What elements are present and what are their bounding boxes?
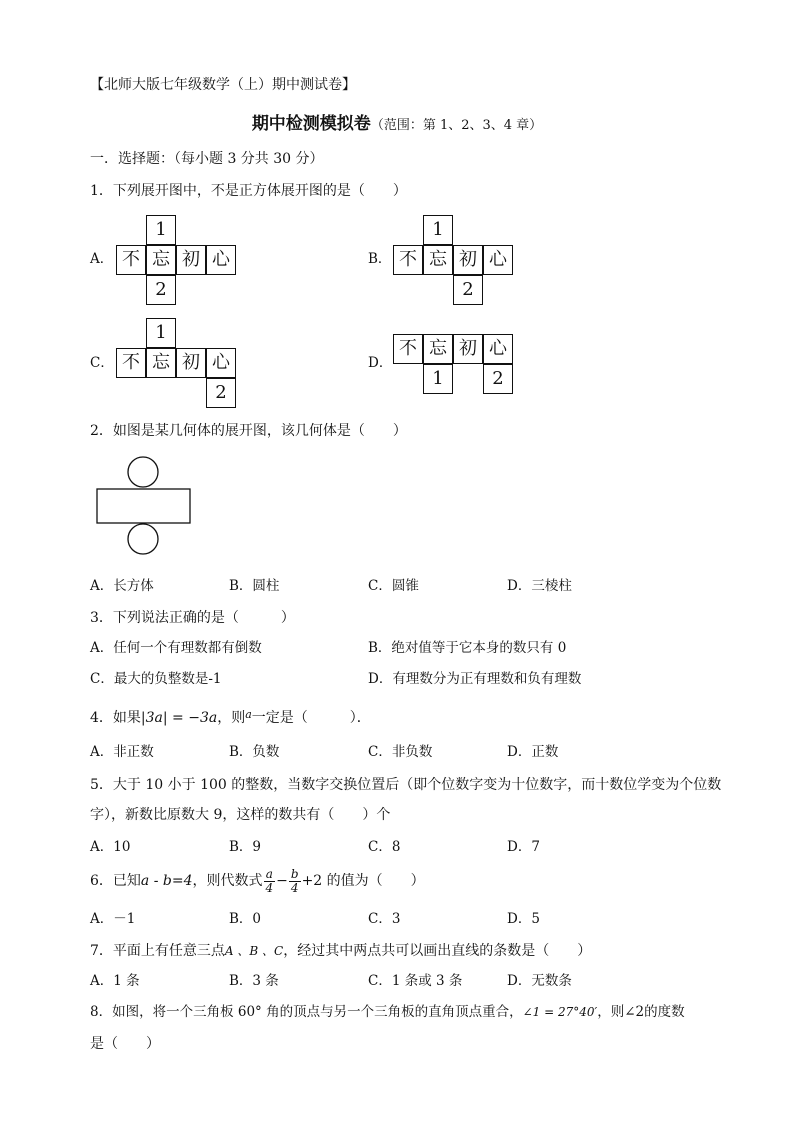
q1-stem: 1．下列展开图中，不是正方体展开图的是（ ） xyxy=(90,183,407,199)
lateral-rectangle xyxy=(97,489,190,523)
q2-option-b: B．圆柱 xyxy=(229,578,280,594)
net-cell: 1 xyxy=(423,215,453,245)
net-cell: 忘 xyxy=(146,348,176,378)
net-cell: 1 xyxy=(146,318,176,348)
q2-option-d: D．三棱柱 xyxy=(507,578,572,594)
q6-frac2-den: 4 xyxy=(290,880,299,895)
net-cell: 心 xyxy=(483,245,513,275)
q7-post: ，经过其中两点共可以画出直线的条数是（ ） xyxy=(283,943,592,959)
q6-fraction-a xyxy=(264,868,276,894)
q5-option-c: C．8 xyxy=(368,839,401,855)
q7-option-d: D．无数条 xyxy=(507,973,572,989)
page-title xyxy=(0,116,794,133)
q3-option-d: D．有理数分为正有理数和负有理数 xyxy=(368,671,582,687)
net-cell: 不 xyxy=(116,245,146,275)
q3-option-c: C．最大的负整数是-1 xyxy=(90,671,222,687)
q2-option-c: C．圆锥 xyxy=(368,578,419,594)
q1-label-c: C． xyxy=(90,355,114,371)
q6-stem xyxy=(90,866,425,896)
q1-label-a: A． xyxy=(90,251,114,267)
q4-stem xyxy=(90,709,371,725)
q7-pre: 7．平面上有任意三点 xyxy=(90,943,225,959)
q4-var: a xyxy=(245,708,252,721)
q6-option-c: C．3 xyxy=(368,911,401,927)
q7-option-c: C．1 条或 3 条 xyxy=(368,973,463,989)
q6-condition: a - b=4 xyxy=(140,873,193,889)
q6-frac1-num: a xyxy=(264,868,276,882)
q4-post: 一定是（ ）． xyxy=(251,710,371,726)
net-cell: 2 xyxy=(453,275,483,305)
q3-option-b: B．绝对值等于它本身的数只有 0 xyxy=(368,640,567,656)
net-cell: 不 xyxy=(116,348,146,378)
q6-minus: − xyxy=(276,873,288,889)
q4-option-c: C．非负数 xyxy=(368,744,433,760)
title-main: 期中检测模拟卷 xyxy=(251,114,371,134)
q3-option-a: A．任何一个有理数都有倒数 xyxy=(90,640,262,656)
net-cell: 心 xyxy=(206,245,236,275)
cylinder-net-figure xyxy=(94,454,194,556)
net-cell: 初 xyxy=(453,334,483,364)
q1-label-d: D． xyxy=(368,355,393,371)
q6-post: +2 的值为（ ） xyxy=(301,873,425,889)
net-cell: 初 xyxy=(176,245,206,275)
q7-option-a: A．1 条 xyxy=(90,973,140,989)
net-cell: 2 xyxy=(483,364,513,394)
net-cell: 1 xyxy=(423,364,453,394)
net-cell: 不 xyxy=(393,334,423,364)
net-cell: 初 xyxy=(176,348,206,378)
net-cell: 2 xyxy=(146,275,176,305)
q7-option-b: B．3 条 xyxy=(229,973,279,989)
net-cell: 心 xyxy=(483,334,513,364)
exam-header: 【北师大版七年级数学（上）期中测试卷】 xyxy=(90,77,356,93)
q8-pre: 8．如图，将一个三角板 60° 角的顶点与另一个三角板的直角顶点重合， xyxy=(90,1004,523,1020)
q6-frac1-den: 4 xyxy=(265,880,274,895)
q8-line1 xyxy=(90,1006,685,1020)
q7-points: A 、B 、C xyxy=(224,944,284,958)
title-range: （范围：第 1、2、3、4 章） xyxy=(370,118,543,133)
q6-fraction-b xyxy=(289,868,301,894)
q4-option-a: A．非正数 xyxy=(90,744,154,760)
q4-mid: ，则 xyxy=(217,710,246,726)
q6-option-d: D．5 xyxy=(507,911,540,927)
q6-pre: 6．已知 xyxy=(90,873,141,889)
net-cell: 不 xyxy=(393,245,423,275)
q2-option-a: A．长方体 xyxy=(90,578,154,594)
q6-mid: ，则代数式 xyxy=(192,873,263,889)
top-circle xyxy=(128,457,158,487)
net-cell: 1 xyxy=(146,215,176,245)
q8-line2: 是（ ） xyxy=(90,1036,160,1052)
q5-line1: 5．大于 10 小于 100 的整数，当数字交换位置后（即个位数字变为十位数字，而十数位学变为个位数 xyxy=(90,777,722,793)
q8-angle1: ∠1 = 27°40′ xyxy=(522,1005,598,1019)
q4-option-b: B．负数 xyxy=(229,744,280,760)
net-cell: 初 xyxy=(453,245,483,275)
q5-option-a: A．10 xyxy=(90,839,131,855)
q6-frac2-num: b xyxy=(290,866,299,881)
q1-label-b: B． xyxy=(368,251,392,267)
section-heading: 一．选择题：（每小题 3 分共 30 分） xyxy=(90,151,324,167)
q6-option-b: B．0 xyxy=(229,911,262,927)
bottom-circle xyxy=(128,524,158,554)
q5-option-b: B．9 xyxy=(229,839,262,855)
net-cell: 2 xyxy=(206,378,236,408)
net-cell: 忘 xyxy=(423,334,453,364)
q8-post: ，则∠2的度数 xyxy=(597,1004,685,1020)
q4-pre: 4．如果 xyxy=(90,710,141,726)
net-cell: 忘 xyxy=(146,245,176,275)
q3-stem: 3．下列说法正确的是（ ） xyxy=(90,610,295,626)
q7-stem xyxy=(90,944,591,958)
q4-abs-expression: |3a| = −3a xyxy=(140,710,218,726)
net-cell: 忘 xyxy=(423,245,453,275)
q6-option-a: A．－1 xyxy=(90,911,136,927)
net-cell: 心 xyxy=(206,348,236,378)
q5-option-d: D．7 xyxy=(507,839,540,855)
q5-line2: 字），新数比原数大 9，这样的数共有（ ）个 xyxy=(90,807,391,823)
q2-stem: 2．如图是某几何体的展开图，该几何体是（ ） xyxy=(90,423,407,439)
q4-option-d: D．正数 xyxy=(507,744,559,760)
